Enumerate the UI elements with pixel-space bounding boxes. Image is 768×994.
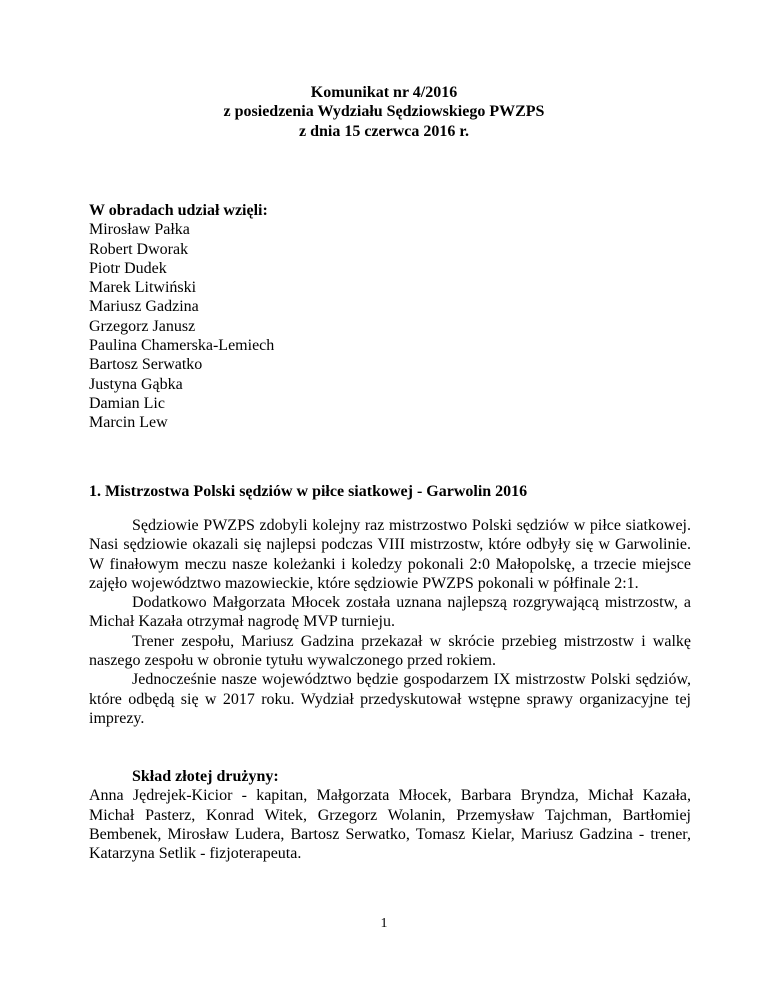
attendee-name: Robert Dworak bbox=[89, 240, 189, 258]
attendance-title: W obradach udział wzięli: bbox=[89, 202, 268, 219]
team-section bbox=[89, 767, 691, 863]
attendee-name: Bartosz Serwatko bbox=[89, 356, 203, 374]
attendee-name: Paulina Chamerska-Lemiech bbox=[89, 337, 275, 355]
paragraph: Jednocześnie nasze województwo będzie gospodarzem IX mistrzostw Polski sędziów, które odbędą się w 2017 roku. Wydział przedyskutował wstępne sprawy organizacyjne tej imprezy. bbox=[89, 671, 691, 727]
paragraph: Trener zespołu, Mariusz Gadzina przekazał w skrócie przebieg mistrzostw i walkę naszego zespołu w obronie tytułu wywalczonego przed rokiem. bbox=[89, 632, 691, 670]
attendee-name: Grzegorz Janusz bbox=[89, 317, 196, 335]
paragraph: Sędziowie PWZPS zdobyli kolejny raz mistrzostwo Polski sędziów w piłce siatkowej. Nasi sędziowie okazali się najlepsi podczas VIII mistrzostw, które odbyły się w Garwolinie. W finałowym meczu nasze koleżanki i koledzy pokonali 2:0 Małopolskę, a trzecie miejsce zajęło województwo mazowieckie, które sędziowie PWZPS pokonali w półfinale 2:1. bbox=[89, 517, 691, 592]
section-body bbox=[89, 516, 691, 728]
attendee-name: Damian Lic bbox=[89, 394, 165, 412]
attendee-name: Marek Litwiński bbox=[89, 279, 197, 297]
header-title: Komunikat nr 4/2016 bbox=[310, 84, 458, 101]
page-number: 1 bbox=[380, 916, 388, 931]
header-subtitle: z posiedzenia Wydziału Sędziowskiego PWZPS bbox=[223, 103, 545, 121]
attendee-name: Justyna Gąbka bbox=[89, 375, 183, 393]
header-date: z dnia 15 czerwca 2016 r. bbox=[298, 122, 470, 140]
section-heading: 1. Mistrzostwa Polski sędziów w piłce siatkowej - Garwolin 2016 bbox=[89, 483, 528, 500]
attendee-name: Mariusz Gadzina bbox=[89, 298, 199, 316]
team-members: Anna Jędrejek-Kicior - kapitan, Małgorzata Młocek, Barbara Bryndza, Michał Kazała, Michał Pasterz, Konrad Witek, Grzegorz Wolanin, Przemysław Tajchman, Bartłomiej Bembenek, Mirosław Ludera, Bartosz Serwatko, Tomasz Kielar, Mariusz Gadzina - trener, Katarzyna Setlik - fizjoterapeuta. bbox=[89, 787, 691, 863]
attendance-list bbox=[89, 201, 689, 433]
paragraph: Dodatkowo Małgorzata Młocek została uznana najlepszą rozgrywającą mistrzostw, a Michał Kazała otrzymał nagrodę MVP turnieju. bbox=[89, 594, 691, 631]
attendee-name: Piotr Dudek bbox=[89, 259, 167, 277]
document-header bbox=[0, 83, 768, 141]
attendee-name: Mirosław Pałka bbox=[89, 221, 190, 239]
attendee-name: Marcin Lew bbox=[89, 414, 168, 432]
team-title: Skład złotej drużyny: bbox=[132, 768, 279, 785]
